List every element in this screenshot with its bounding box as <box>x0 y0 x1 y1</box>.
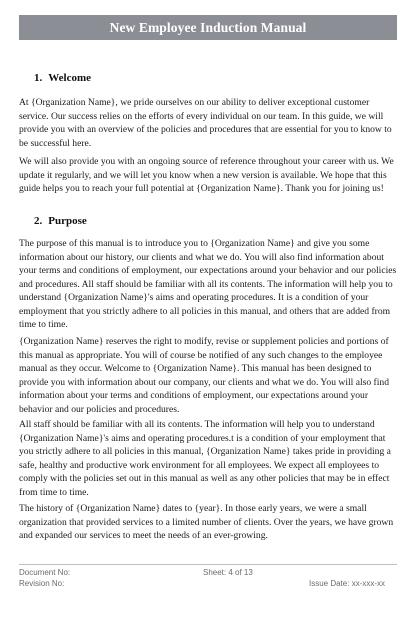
section-title: Welcome <box>48 72 92 84</box>
paragraph: At {Organization Name}, we pride ourselves on our ability to deliver exceptional customer service. Our success relies on the efforts of every individual on our team. In this guide, we will provide you with an overview of the policies and procedures that are essential for you to know to be successful here. <box>19 97 392 149</box>
footer-divider <box>19 564 397 565</box>
section-heading-welcome <box>34 72 91 84</box>
section-heading-purpose <box>34 215 87 227</box>
paragraph: {Organization Name} reserves the right to modify, revise or supplement policies and portions of this manual as appropriate. You will of course be notified of any such changes to the employee manual as they occur. Welcome to {Organization Name}. This manual has been designed to provide you with information about our company, our clients and what we do. You will also find information about your terms and conditions of employment, our expectations around your behavior and our policies and procedures. <box>19 336 390 415</box>
paragraph: The purpose of this manual is to introduce you to {Organization Name} and give you some information about our history, our clients and what we do. You will also find information about your terms and conditions of employment, our expectations around your behavior and our policies and procedures. All staff should be familiar with all its contents. The information will help you to understand {Organization Name}'s aims and operating procedures. It is a condition of your employment that you strictly adhere to all policies in this manual, and others that are added from time to time. <box>19 238 397 330</box>
paragraph: The history of {Organization Name} dates to {year}. In those early years, we were a small organization that provided services to a limited number of clients. Over the years, we have grown and expanded our services to meet the needs of an ever-growing. <box>19 503 394 541</box>
revision-number-label: Revision No: <box>19 579 65 588</box>
paragraph: All staff should be familiar with all its contents. The information will help you to understand {Organization Name}'s aims and operating procedures.t is a condition of your employment that you strictly adhere to all policies in this manual, {Organization Name} takes pride in providing a safe, healthy and productive work environment for all employees. We expect all employees to comply with the policies set out in this manual as well as any other policies that may be in effect from time to time. <box>19 419 391 498</box>
document-number-label: Document No: <box>19 568 71 577</box>
document-title: New Employee Induction Manual <box>19 15 397 40</box>
paragraph: We will also provide you with an ongoing source of reference throughout your career with us. We update it regularly, and we will let you know when a new version is available. We hope that this guide helps you to reach your full potential at {Organization Name}. Thank you for joining us! <box>19 156 394 194</box>
sheet-number: Sheet: 4 of 13 <box>203 568 253 577</box>
issue-date: Issue Date: xx-xxx-xx <box>309 579 386 588</box>
section-title: Purpose <box>48 215 87 227</box>
section-number: 2. <box>34 215 43 227</box>
section-number: 1. <box>34 72 43 84</box>
